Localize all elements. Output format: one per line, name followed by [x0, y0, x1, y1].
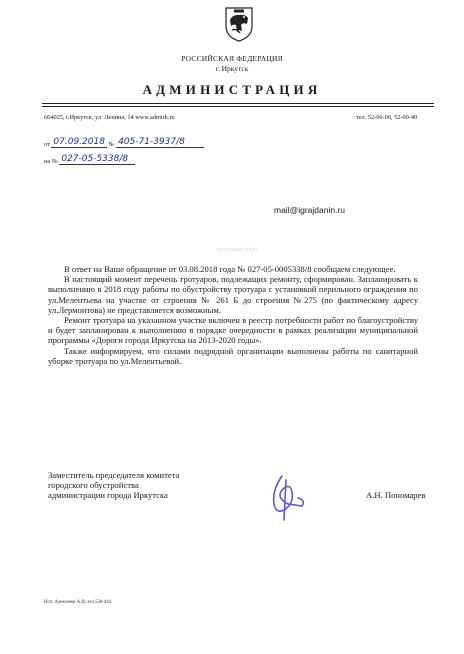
recipient-email: mail@igrajdanin.ru [274, 205, 345, 215]
signatory-name: А.Н. Пономарев [366, 490, 426, 500]
number-sign: № [108, 141, 115, 148]
paragraph-plan: Ремонт тротуара на указанном участке включен в реестр потребности работ по благоустройству и будет запланирован к выполнению в порядке очередности в рамках реализации муниципальной программы «Дороги города Иркутска на 2013-2020 годы». [48, 315, 418, 346]
paragraph-intro: В ответ на Ваше обращение от 03.08.2018 года № 027-05-0005338/8 сообщаем следующее. [64, 264, 396, 274]
header-divider [42, 103, 434, 104]
faint-watermark: тротуарам ободь [216, 247, 259, 253]
paragraph-cleaning: Также информируем, что силами подрядной организации выполнены работы по санитарной уборке тротуара по ул.Мелентьевой. [48, 345, 418, 366]
org-address: 664025, г.Иркутск, ул. Ленина, 14 www.admirk.ru [44, 114, 175, 121]
signatory-position [48, 470, 179, 501]
paragraph-status: В настоящий момент перечень тротуаров, подлежащих ремонту, сформирован. Запланировать к выполнению в 2018 году работы по обустройству тротуара с установкой перильного ограждения по ул.Мелентьева на участке от строения № 261 Б до строения №275 (по фактическому адресу ул.Лермонтова) не представляется возможным. [48, 274, 418, 315]
country-name: РОССИЙСКАЯ ФЕДЕРАЦИЯ [181, 54, 283, 63]
reply-label: на № [44, 158, 58, 165]
organization-title: АДМИНИСТРАЦИЯ [142, 82, 322, 97]
reply-registration [44, 154, 135, 166]
irkutsk-coat-of-arms-icon [224, 6, 254, 42]
position-line-3: администрации города Иркутска [48, 490, 168, 501]
org-phones: тел. 52-00-00, 52-00-40 [356, 114, 418, 121]
executor-contact: Исп. Алексеева А.И.,тел.520-444 [44, 600, 112, 605]
handwritten-signature [262, 470, 314, 522]
city-name: г. Иркутск [215, 64, 249, 73]
outgoing-registration [44, 137, 204, 149]
outgoing-date: 07.09.2018 [53, 137, 105, 147]
letter-body [48, 264, 418, 366]
from-label: от [44, 141, 50, 148]
reply-number: 027-05-5338/8 [59, 154, 135, 165]
header-divider-thin [42, 106, 434, 107]
position-line-1: Заместитель председателя комитета [48, 470, 180, 480]
outgoing-number: 405-71-3937/8 [116, 137, 204, 148]
position-line-2: городского обустройства [48, 480, 139, 491]
